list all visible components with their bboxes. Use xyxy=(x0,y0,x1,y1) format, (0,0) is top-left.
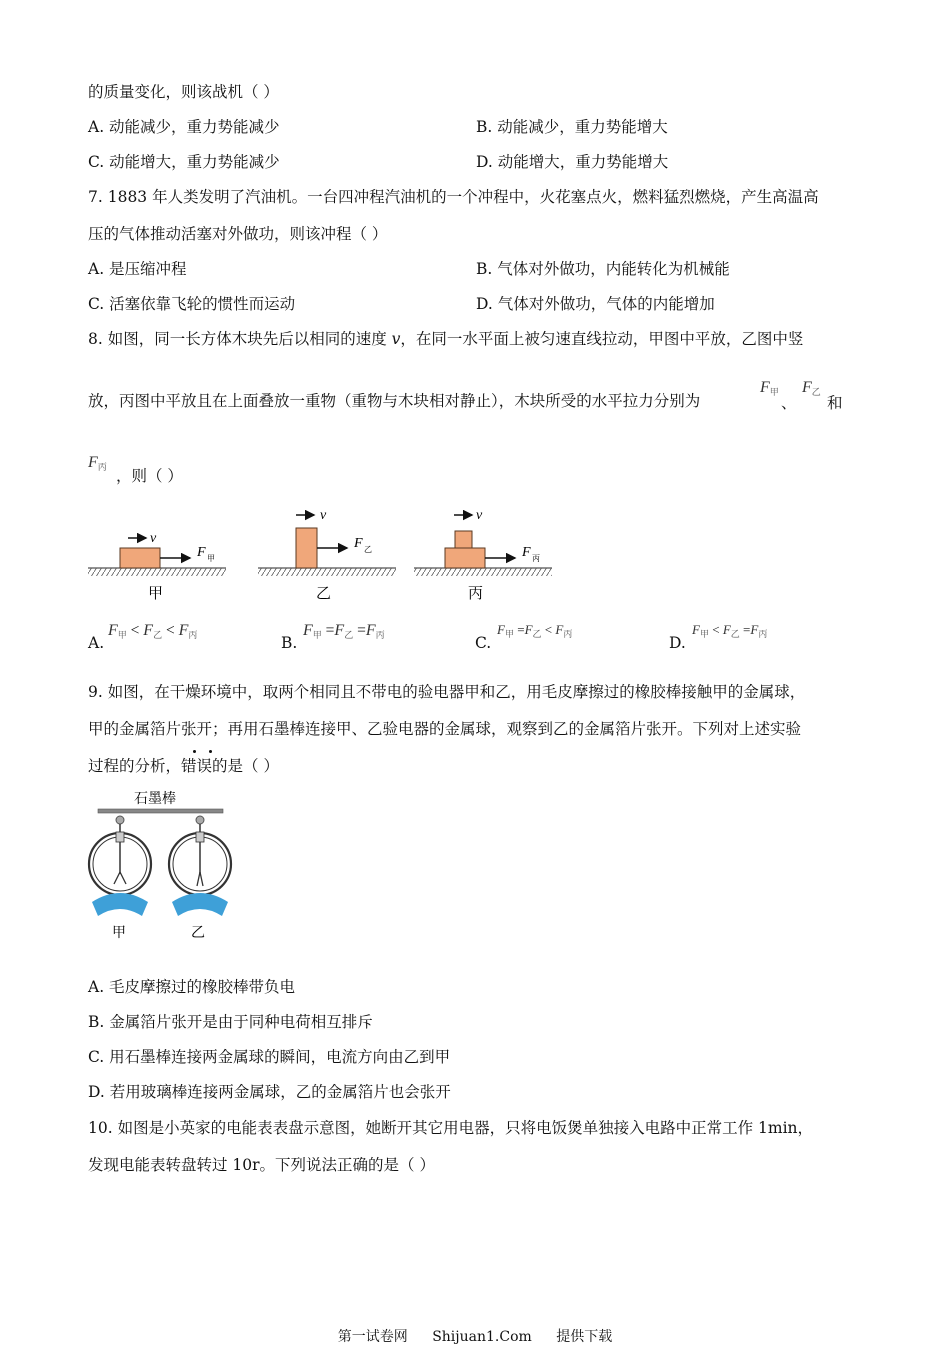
q6-option-d[interactable]: D. 动能增大，重力势能增大 xyxy=(476,153,669,171)
q6-option-a[interactable]: A. 动能减少，重力势能减少 xyxy=(88,118,280,136)
footer-site-name: 第一试卷网 xyxy=(337,1329,408,1345)
q8-symbol-f-jia: $F_甲$ xyxy=(760,379,779,398)
insulator-plug xyxy=(196,832,204,842)
velocity-label: v xyxy=(150,531,157,546)
wooden-block xyxy=(296,528,317,568)
stand xyxy=(92,893,148,916)
q7-stem-line1: 7. 1883 年人类发明了汽油机。一台四冲程汽油机的一个冲程中，火花塞点火，燃料猛烈燃烧，产生高温高 xyxy=(88,188,819,206)
q9-option-d[interactable]: D. 若用玻璃棒连接两金属球，乙的金属箔片也会张开 xyxy=(88,1083,451,1101)
wooden-block xyxy=(120,548,160,568)
q8-fig-bing xyxy=(414,508,552,602)
q9-option-a[interactable]: A. 毛皮摩擦过的橡胶棒带负电 xyxy=(88,978,296,996)
q7-stem-line2: 压的气体推动活塞对外做功，则该冲程（ ） xyxy=(88,225,388,243)
q8-option-c-letter[interactable]: C. xyxy=(475,634,492,652)
q9-option-c[interactable]: C. 用石墨棒连接两金属球的瞬间，电流方向由乙到甲 xyxy=(88,1048,451,1066)
page-footer xyxy=(0,1326,950,1346)
q8-option-a-letter[interactable]: A. xyxy=(88,634,105,652)
force-sub-label: 乙 xyxy=(364,545,372,554)
q8-option-a-formula[interactable]: $F_甲 < F_乙 < F_丙$ xyxy=(108,622,198,640)
q8-figure xyxy=(84,500,564,610)
weight-block xyxy=(455,531,472,548)
q10-stem-line1: 10. 如图是小英家的电能表表盘示意图，她断开其它用电器，只将电饭煲单独接入电路中正常工作 1min， xyxy=(88,1119,814,1137)
insulator-plug xyxy=(116,832,124,842)
q10-stem-line2: 发现电能表转盘转过 10r。下列说法正确的是（ ） xyxy=(88,1156,435,1174)
q8-fig-jia xyxy=(88,531,226,602)
q9-option-b[interactable]: B. 金属箔片张开是由于同种电荷相互排斥 xyxy=(88,1013,373,1031)
caption-bing: 丙 xyxy=(468,584,484,602)
q8-fig-yi xyxy=(258,508,396,602)
q9-stem-line3: 过程的分析，错误的是（ ） xyxy=(88,757,279,775)
ground-hatch xyxy=(88,568,226,576)
q7-option-c[interactable]: C. 活塞依靠飞轮的惯性而运动 xyxy=(88,295,296,313)
q8-separator: 、 xyxy=(781,394,797,412)
q7-option-a[interactable]: A. 是压缩冲程 xyxy=(88,260,187,278)
ground-hatch xyxy=(258,568,396,576)
label-yi: 乙 xyxy=(191,925,205,941)
force-f-label: F xyxy=(354,536,363,551)
q9-figure xyxy=(84,784,244,946)
q8-option-d-formula[interactable]: $F_甲 < F_乙 =F_丙$ xyxy=(692,622,768,639)
ground-hatch xyxy=(414,568,552,576)
q8-and: 和 xyxy=(827,394,843,412)
q8-symbol-f-bing: $F_丙$ xyxy=(88,454,107,473)
q8-option-c-formula[interactable]: $F_甲 =F_乙 < F_丙$ xyxy=(497,622,573,639)
q8-stem-line2: 放，丙图中平放且在上面叠放一重物（重物与木块相对静止），木块所受的水平拉力分别为 xyxy=(88,392,701,410)
force-sub-label: 丙 xyxy=(532,554,540,563)
q8-symbol-f-yi: $F_乙$ xyxy=(802,379,821,398)
q8-stem-line1 xyxy=(88,329,803,349)
metal-ball xyxy=(116,816,124,824)
q8-option-b-letter[interactable]: B. xyxy=(281,634,298,652)
q7-option-b[interactable]: B. 气体对外做功，内能转化为机械能 xyxy=(476,260,730,278)
force-sub-label: 甲 xyxy=(207,554,215,563)
footer-download-text: 提供下载 xyxy=(556,1329,613,1345)
caption-jia: 甲 xyxy=(148,584,164,602)
q8-stem-line1-post: ，在同一水平面上被匀速直线拉动，甲图中平放，乙图中竖 xyxy=(400,330,804,348)
q9-emphasis-wrong: 错误 xyxy=(181,757,213,775)
force-f-label: F xyxy=(522,545,531,560)
q9-stem-line1: 9. 如图，在干燥环境中，取两个相同且不带电的验电器甲和乙，用毛皮摩擦过的橡胶棒接触甲的金属球， xyxy=(88,683,806,701)
label-jia: 甲 xyxy=(112,925,126,941)
stand xyxy=(172,893,228,916)
emphasis-dot xyxy=(209,750,212,753)
q6-option-c[interactable]: C. 动能增大，重力势能减少 xyxy=(88,153,280,171)
q9-stem-line2: 甲的金属箔片张开；再用石墨棒连接甲、乙验电器的金属球，观察到乙的金属箔片张开。下列对上述实验 xyxy=(88,720,802,738)
graphite-rod-label: 石墨棒 xyxy=(134,791,176,807)
footer-site-url[interactable]: Shijuan1.Com xyxy=(432,1329,532,1345)
electroscope-jia xyxy=(89,816,151,941)
q6-stem-tail: 的质量变化，则该战机（ ） xyxy=(88,83,279,101)
graphite-rod xyxy=(98,809,223,813)
q8-stem-line1-pre: 8. 如图，同一长方体木块先后以相同的速度 xyxy=(88,330,392,348)
q8-stem-line3: ，则（ ） xyxy=(116,467,183,485)
emphasis-dot xyxy=(193,750,196,753)
velocity-label: v xyxy=(476,508,483,523)
caption-yi: 乙 xyxy=(316,584,332,602)
q8-option-b-formula[interactable]: $F_甲 =F_乙 =F_丙$ xyxy=(303,622,385,640)
electroscope-yi xyxy=(169,816,231,941)
q7-option-d[interactable]: D. 气体对外做功，气体的内能增加 xyxy=(476,295,715,313)
metal-ball xyxy=(196,816,204,824)
q8-velocity-symbol: v xyxy=(391,330,401,348)
q8-option-d-letter[interactable]: D. xyxy=(669,634,686,652)
wooden-block xyxy=(445,548,485,568)
q6-option-b[interactable]: B. 动能减少，重力势能增大 xyxy=(476,118,668,136)
velocity-label: v xyxy=(320,508,327,523)
force-f-label: F xyxy=(197,545,206,560)
